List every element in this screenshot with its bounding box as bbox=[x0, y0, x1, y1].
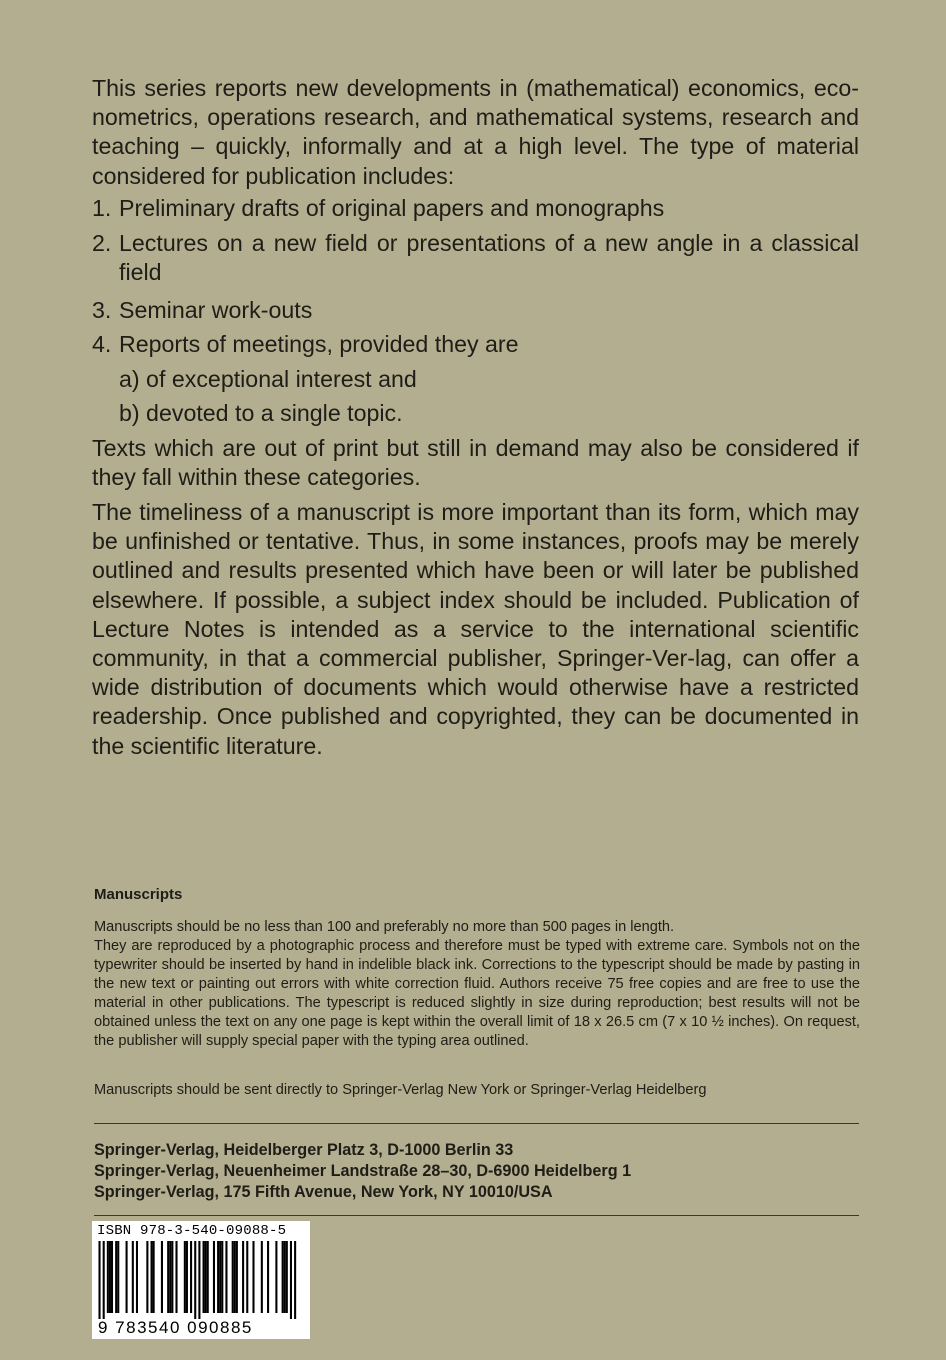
sub-item: b) devoted to a single topic. bbox=[119, 400, 403, 426]
barcode-bar bbox=[98, 1241, 100, 1319]
barcode-bar bbox=[167, 1241, 169, 1313]
address-heidelberg: Springer-Verlag, Neuenheimer Landstraße 28–30, D-6900 Heidelberg 1 bbox=[94, 1162, 632, 1180]
barcode-bar bbox=[205, 1241, 207, 1313]
intro-paragraph bbox=[92, 74, 859, 191]
list-item-number: 2. bbox=[92, 230, 112, 256]
barcode-bar bbox=[267, 1241, 269, 1313]
list-item bbox=[92, 296, 859, 325]
barcode-bar bbox=[186, 1241, 188, 1313]
list-item bbox=[92, 194, 859, 223]
address-berlin: Springer-Verlag, Heidelberger Platz 3, D-1000 Berlin 33 bbox=[94, 1141, 514, 1159]
barcode-bar bbox=[242, 1241, 244, 1313]
barcode-bar bbox=[225, 1241, 227, 1313]
manuscripts-length: Manuscripts should be no less than 100 and preferably no more than 500 pages in length. bbox=[94, 919, 675, 935]
intro-line: This series reports new developments in (mathematical) economics, eco- bbox=[92, 75, 859, 101]
list-item bbox=[92, 330, 859, 359]
divider bbox=[94, 1123, 859, 1124]
barcode-bar bbox=[161, 1241, 163, 1313]
isbn-barcode bbox=[92, 1221, 310, 1339]
barcode-bar bbox=[136, 1241, 138, 1313]
barcode-bar bbox=[190, 1241, 192, 1313]
list-item-text: Preliminary drafts of original papers and monographs bbox=[119, 195, 665, 221]
list-item-number: 4. bbox=[92, 331, 112, 357]
barcode-bar bbox=[284, 1241, 286, 1313]
barcode-bar bbox=[171, 1241, 173, 1313]
barcode-bar bbox=[294, 1241, 296, 1319]
list-item bbox=[92, 229, 859, 287]
address-new-york: Springer-Verlag, 175 Fifth Avenue, New York, NY 10010/USA bbox=[94, 1183, 553, 1201]
barcode-bar bbox=[232, 1241, 234, 1313]
intro-line: considered for publication includes: bbox=[92, 162, 455, 189]
barcode-bar bbox=[221, 1241, 223, 1313]
list-item-text: Lectures on a new field or presentations of a new angle in a classical field bbox=[119, 230, 859, 286]
intro-full-text bbox=[0, 0, 1, 1]
barcode-bar bbox=[207, 1241, 209, 1313]
barcode-bar bbox=[246, 1241, 248, 1313]
barcode-bar bbox=[290, 1241, 292, 1319]
barcode-bar bbox=[103, 1241, 105, 1319]
barcode-bar bbox=[169, 1241, 171, 1313]
barcode-bars bbox=[98, 1241, 304, 1319]
barcode-digits: 9 783540 090885 bbox=[98, 1318, 253, 1337]
barcode-bar bbox=[282, 1241, 284, 1313]
barcode-bar bbox=[234, 1241, 236, 1313]
barcode-bar bbox=[175, 1241, 177, 1313]
barcode-bar bbox=[107, 1241, 109, 1313]
intro-line: teaching – quickly, informally and at a high level. The type of material bbox=[92, 133, 859, 160]
barcode-bar bbox=[203, 1241, 205, 1313]
manuscripts-details: They are reproduced by a photographic process and therefore must be typed with extreme care. Symbols not on the typewriter should be inserted by hand in indelible black ink. Corrections to the typescript should be made by pasting in the new text or painting out errors with white correction fluid. Authors receive 75 free copies and are free to use the material in other publications. The typescript is reduced slightly in size during reproduction; best results will not be obtained unless the text on any one page is kept within the overall limit of 18 x 26.5 cm (7 x 10 ½ inches). On request, the publisher will supply special paper with the typing area outlined. bbox=[94, 938, 860, 1050]
barcode-bar bbox=[151, 1241, 153, 1313]
barcode-bar bbox=[109, 1241, 111, 1313]
intro-line: nometrics, operations research, and mathematical systems, research and bbox=[92, 104, 859, 131]
list-item-text: Reports of meetings, provided they are bbox=[119, 331, 519, 357]
manuscripts-heading: Manuscripts bbox=[94, 886, 183, 903]
barcode-bar bbox=[198, 1241, 200, 1319]
barcode-bar bbox=[194, 1241, 196, 1319]
barcode-bar bbox=[275, 1241, 277, 1313]
manuscripts-send-to: Manuscripts should be sent directly to Springer-Verlag New York or Springer-Verlag Heidelberg bbox=[94, 1082, 707, 1098]
timeliness-paragraph: The timeliness of a manuscript is more important than its form, which may be unfinished or tentative. Thus, in some instances, proofs may be merely outlined and results presented which have been or will later be published elsewhere. If possible, a subject index should be included. Publication of Lecture Notes is intended as a service to the international scientific community, in that a commercial publisher, Springer-Ver-lag, can offer a wide distribution of documents which would otherwise have a restricted readership. Once published and copyrighted, they can be documented in the scientific literature. bbox=[92, 499, 859, 759]
list-item-number: 1. bbox=[92, 195, 112, 221]
out-of-print-paragraph: Texts which are out of print but still in demand may also be considered if they fall within these categories. bbox=[92, 435, 859, 491]
barcode-bar bbox=[117, 1241, 119, 1313]
barcode-bar bbox=[219, 1241, 221, 1313]
list-item-text: Seminar work-outs bbox=[119, 297, 313, 323]
barcode-bar bbox=[213, 1241, 215, 1313]
sub-item: a) of exceptional interest and bbox=[119, 366, 417, 392]
barcode-bar bbox=[115, 1241, 117, 1313]
barcode-bar bbox=[184, 1241, 186, 1313]
barcode-bar bbox=[126, 1241, 128, 1313]
barcode-bar bbox=[132, 1241, 134, 1313]
barcode-bar bbox=[252, 1241, 254, 1313]
barcode-bar bbox=[146, 1241, 148, 1313]
barcode-bar bbox=[217, 1241, 219, 1313]
list-item-number: 3. bbox=[92, 297, 112, 323]
barcode-bar bbox=[111, 1241, 113, 1313]
barcode-bar bbox=[236, 1241, 238, 1313]
barcode-bar bbox=[153, 1241, 155, 1313]
divider bbox=[94, 1215, 859, 1216]
isbn-label: ISBN 978-3-540-09088-5 bbox=[97, 1223, 287, 1239]
barcode-bar bbox=[261, 1241, 263, 1313]
barcode-bar bbox=[286, 1241, 288, 1313]
